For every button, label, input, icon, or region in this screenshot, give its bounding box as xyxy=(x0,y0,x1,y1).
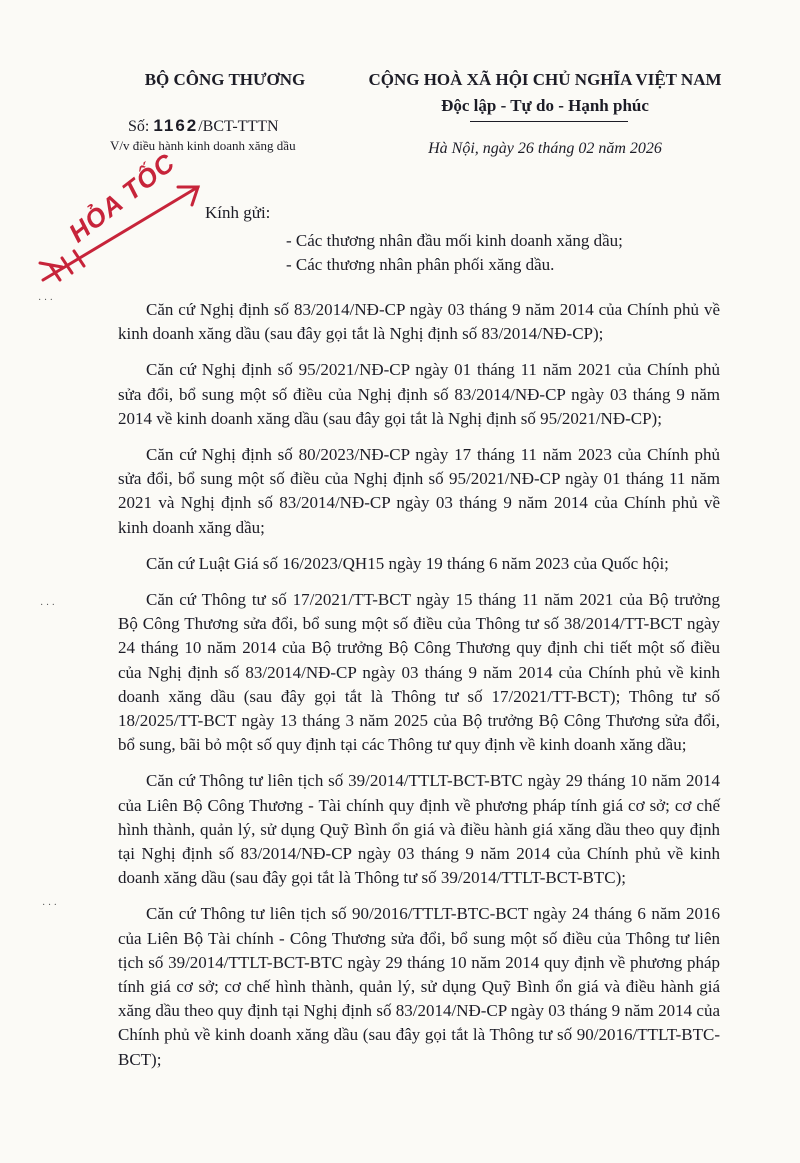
document-number-value: 1162 xyxy=(153,116,199,135)
body-paragraph: Căn cứ Nghị định số 80/2023/NĐ-CP ngày 17 tháng 11 năm 2023 của Chính phủ sửa đổi, bổ sung một số điều của Nghị định số 95/2021/NĐ-CP ngày 01 tháng 11 năm 2021 và Nghị định số 83/2014/NĐ-CP ngày 03 tháng 9 năm 2014 của Chính phủ về kinh doanh xăng dầu; xyxy=(118,445,720,537)
body-paragraph: Căn cứ Thông tư liên tịch số 39/2014/TTLT-BCT-BTC ngày 29 tháng 10 năm 2014 của Liên Bộ Công Thương - Tài chính quy định về phương pháp tính giá cơ sở; cơ chế hình thành, quản lý, sử dụng Quỹ Bình ổn giá và điều hành giá xăng dầu theo quy định tại Nghị định số 83/2014/NĐ-CP ngày 03 tháng 9 năm 2014 của Chính phủ về kinh doanh xăng dầu (sau đây gọi tắt là Thông tư số 39/2014/TTLT-BCT-BTC); xyxy=(118,771,720,888)
document-number-suffix: /BCT-TTTN xyxy=(198,118,279,135)
body-paragraph: Căn cứ Nghị định số 95/2021/NĐ-CP ngày 01 tháng 11 năm 2021 của Chính phủ sửa đổi, bổ sung một số điều của Nghị định số 83/2014/NĐ-CP ngày 03 tháng 9 năm 2014 về kinh doanh xăng dầu (sau đây gọi tắt là Nghị định số 95/2021/NĐ-CP); xyxy=(118,360,720,428)
issuing-agency: BỘ CÔNG THƯƠNG xyxy=(144,70,306,89)
scan-speck: · · · xyxy=(42,900,57,911)
recipient-item: - Các thương nhân phân phối xăng dầu. xyxy=(286,255,555,274)
body-paragraph: Căn cứ Luật Giá số 16/2023/QH15 ngày 19 tháng 6 năm 2023 của Quốc hội; xyxy=(146,553,669,573)
document-body xyxy=(118,298,720,1084)
motto-underline xyxy=(470,121,628,122)
document-number xyxy=(128,116,279,136)
recipient-list xyxy=(286,229,623,277)
scan-speck: · · · xyxy=(40,600,55,611)
document-subject: V/v điều hành kinh doanh xăng dầu xyxy=(110,138,296,153)
issue-date: Hà Nội, ngày 26 tháng 02 năm 2026 xyxy=(428,140,662,157)
salutation: Kính gửi: xyxy=(205,203,271,222)
body-paragraph: Căn cứ Thông tư liên tịch số 90/2016/TTLT-BTC-BCT ngày 24 tháng 6 năm 2016 của Liên Bộ Tài chính - Công Thương sửa đổi, bổ sung một số điều của Thông tư liên tịch số 39/2014/TTLT-BCT-BTC ngày 29 tháng 10 năm 2014 quy định về phương pháp tính giá cơ sở; cơ chế hình thành, quản lý, sử dụng Quỹ Bình ổn giá và điều hành giá xăng dầu theo quy định tại Nghị định số 83/2014/NĐ-CP ngày 03 tháng 9 năm 2014 của Chính phủ về kinh doanh xăng dầu (sau đây gọi tắt là Thông tư số 90/2016/TTLT-BTC-BCT); xyxy=(118,904,720,1069)
scan-speck: · · · xyxy=(38,295,53,306)
national-title: CỘNG HOÀ XÃ HỘI CHỦ NGHĨA VIỆT NAM xyxy=(368,70,722,89)
urgent-stamp-text: HỎA TỐC xyxy=(62,147,181,249)
body-paragraph: Căn cứ Nghị định số 83/2014/NĐ-CP ngày 03 tháng 9 năm 2014 của Chính phủ về kinh doanh xăng dầu (sau đây gọi tắt là Nghị định số 83/2014/NĐ-CP); xyxy=(118,300,720,344)
body-paragraph: Căn cứ Thông tư số 17/2021/TT-BCT ngày 15 tháng 11 năm 2021 của Bộ trưởng Bộ Công Thương sửa đổi, bổ sung một số điều của Thông tư số 38/2014/TT-BCT ngày 24 tháng 10 năm 2014 của Bộ trưởng Bộ Công Thương quy định chi tiết một số điều của Nghị định số 83/2014/NĐ-CP ngày 03 tháng 9 năm 2014 của Chính phủ về kinh doanh xăng dầu (sau đây gọi tắt là Thông tư số 17/2021/TT-BCT); Thông tư số 18/2025/TT-BCT ngày 13 tháng 3 năm 2025 của Bộ trưởng Bộ Công Thương sửa đổi, bổ sung, bãi bỏ một số quy định tại các Thông tư quy định về kinh doanh xăng dầu; xyxy=(118,590,720,755)
recipient-item: - Các thương nhân đầu mối kinh doanh xăng dầu; xyxy=(286,231,623,250)
document-number-prefix: Số: xyxy=(128,118,150,135)
national-motto: Độc lập - Tự do - Hạnh phúc xyxy=(441,96,649,115)
